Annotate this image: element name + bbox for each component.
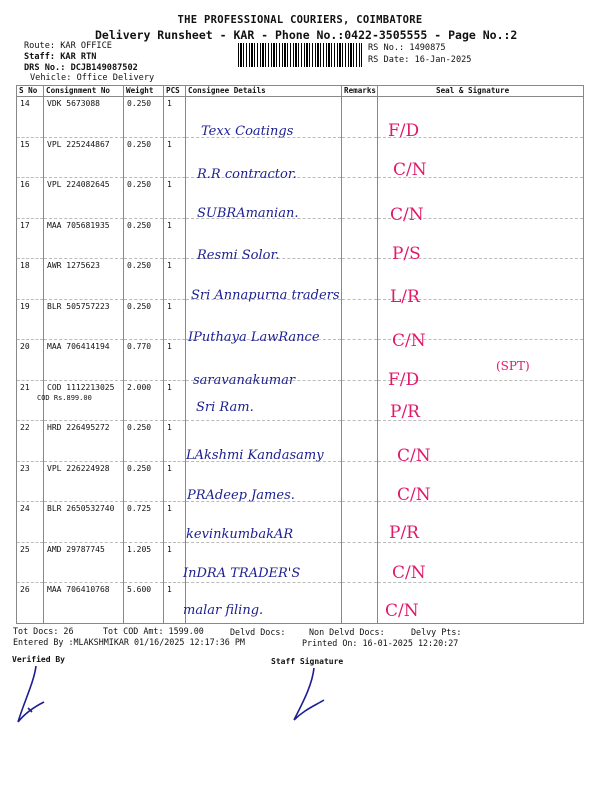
staff: Staff: KAR RTN — [24, 52, 97, 62]
handwritten-consignee: malar filing. — [183, 603, 264, 618]
delivery-status: C/N — [397, 446, 431, 466]
row-sno: 20 — [17, 340, 44, 381]
row-weight: 0.250 — [124, 421, 164, 462]
row-weight: 0.250 — [124, 218, 164, 259]
table-row — [17, 97, 584, 138]
handwritten-consignee: saravanakumar — [193, 373, 296, 388]
delivery-status: C/N — [392, 563, 426, 583]
row-consignment-no: BLR 2650532740 — [44, 502, 124, 543]
delivery-status: C/N — [385, 601, 419, 621]
row-pcs: 1 — [164, 421, 186, 462]
row-weight: 2.000 — [124, 380, 164, 421]
row-consignment-no: AWR 1275623 — [44, 259, 124, 300]
row-pcs: 1 — [164, 299, 186, 340]
row-consignment-no: MAA 706414194 — [44, 340, 124, 381]
col-pcs: PCS — [164, 86, 186, 97]
total-cod: Tot COD Amt: 1599.00 — [103, 626, 204, 636]
row-pcs: 1 — [164, 461, 186, 502]
row-pcs: 1 — [164, 97, 186, 138]
handwritten-consignee: InDRA TRADER'S — [183, 566, 301, 581]
row-consignment-no: VPL 224082645 — [44, 178, 124, 219]
col-consignment: Consignment No — [44, 86, 124, 97]
row-sno: 21 — [17, 380, 44, 421]
row-sno: 16 — [17, 178, 44, 219]
delivery-status: P/R — [389, 523, 419, 543]
barcode — [238, 43, 362, 67]
delivery-status: C/N — [393, 160, 427, 180]
row-remarks — [342, 502, 378, 543]
row-consignment-no: HRD 226495272 — [44, 421, 124, 462]
row-sno: 22 — [17, 421, 44, 462]
delivery-status: C/N — [390, 205, 424, 225]
drs-number: DRS No.: DCJB149087502 — [24, 63, 138, 73]
delivery-status: P/R — [390, 402, 420, 422]
row-sno: 25 — [17, 542, 44, 583]
handwritten-consignee: kevinkumbakAR — [186, 527, 294, 542]
row-pcs: 1 — [164, 137, 186, 178]
rs-number: RS No.: 1490875 — [368, 43, 446, 53]
spt-note: (SPT) — [496, 359, 530, 373]
row-consignment-no: MAA 706410768 — [44, 583, 124, 624]
route: Route: KAR OFFICE — [24, 41, 112, 51]
row-remarks — [342, 380, 378, 421]
staff-signature-label: Staff Signature — [271, 657, 344, 666]
printed-on: Printed On: 16-01-2025 12:20:27 — [302, 638, 459, 648]
row-consignment-no: VDK 5673088 — [44, 97, 124, 138]
row-pcs: 1 — [164, 542, 186, 583]
col-weight: Weight — [124, 86, 164, 97]
row-sno: 24 — [17, 502, 44, 543]
entered-by: Entered By :MLAKSHMIKAR 01/16/2025 12:17:36 PM — [13, 637, 245, 647]
row-remarks — [342, 421, 378, 462]
row-weight: 0.250 — [124, 97, 164, 138]
delivery-status: L/R — [390, 287, 420, 307]
row-remarks — [342, 299, 378, 340]
col-sno: S No — [17, 86, 44, 97]
handwritten-consignee: Sri Annapurna traders — [191, 288, 340, 303]
row-pcs: 1 — [164, 502, 186, 543]
row-weight: 5.600 — [124, 583, 164, 624]
delivery-status: F/D — [388, 121, 420, 141]
row-sno: 26 — [17, 583, 44, 624]
row-pcs: 1 — [164, 583, 186, 624]
delivery-status: C/N — [397, 485, 431, 505]
row-remarks — [342, 461, 378, 502]
row-weight: 0.770 — [124, 340, 164, 381]
delivery-status: F/D — [388, 370, 420, 390]
table-row — [17, 461, 584, 502]
row-remarks — [342, 259, 378, 300]
row-sno: 15 — [17, 137, 44, 178]
cod-amount: COD Rs.899.00 — [37, 393, 92, 402]
runsheet-table — [16, 85, 584, 624]
handwritten-consignee: PRAdeep James. — [187, 488, 295, 503]
row-remarks — [342, 340, 378, 381]
col-consignee: Consignee Details — [186, 86, 342, 97]
table-header — [17, 86, 584, 97]
table-row — [17, 380, 584, 421]
staff-signature — [290, 664, 330, 724]
delivered-docs: Delvd Docs: — [230, 627, 286, 637]
handwritten-consignee: R.R contractor. — [197, 167, 297, 182]
vehicle: Vehicle: Office Delivery — [30, 73, 155, 83]
verified-by-label: Verified By — [12, 655, 65, 664]
row-weight: 0.725 — [124, 502, 164, 543]
row-remarks — [342, 218, 378, 259]
row-remarks — [342, 137, 378, 178]
row-consignment-no: AMD 29787745 — [44, 542, 124, 583]
table-row — [17, 583, 584, 624]
row-pcs: 1 — [164, 340, 186, 381]
row-weight: 0.250 — [124, 461, 164, 502]
col-seal: Seal & Signature — [378, 86, 584, 97]
row-pcs: 1 — [164, 218, 186, 259]
rs-date: RS Date: 16-Jan-2025 — [368, 55, 472, 65]
row-consignment-no: VPL 226224928 — [44, 461, 124, 502]
row-sno: 19 — [17, 299, 44, 340]
delivery-status: P/S — [392, 244, 421, 264]
handwritten-consignee: SUBRAmanian. — [197, 206, 299, 221]
row-weight: 0.250 — [124, 178, 164, 219]
row-sno: 14 — [17, 97, 44, 138]
handwritten-consignee: Texx Coatings — [201, 124, 294, 139]
row-pcs: 1 — [164, 259, 186, 300]
row-weight: 0.250 — [124, 259, 164, 300]
row-weight: 0.250 — [124, 137, 164, 178]
row-pcs: 1 — [164, 380, 186, 421]
row-consignment-no: COD 1112213025 COD Rs.899.00 — [44, 380, 124, 421]
row-weight: 1.205 — [124, 542, 164, 583]
table-row — [17, 137, 584, 178]
row-remarks — [342, 178, 378, 219]
row-pcs: 1 — [164, 178, 186, 219]
row-consignment-no: MAA 705681935 — [44, 218, 124, 259]
table-row — [17, 218, 584, 259]
handwritten-consignee: Sri Ram. — [196, 400, 254, 415]
row-sno: 18 — [17, 259, 44, 300]
total-docs: Tot Docs: 26 — [13, 626, 74, 636]
delivery-status: C/N — [392, 331, 426, 351]
verifier-signature — [14, 662, 54, 726]
delivery-points: Delvy Pts: — [411, 627, 462, 637]
runsheet-title: Delivery Runsheet - KAR - Phone No.:0422-3505555 - Page No.:2 — [95, 28, 518, 42]
row-consignment-no: VPL 225244867 — [44, 137, 124, 178]
col-remarks: Remarks — [342, 86, 378, 97]
handwritten-consignee: IPuthaya LawRance — [188, 330, 320, 345]
row-consignment-no: BLR 505757223 — [44, 299, 124, 340]
row-sno: 23 — [17, 461, 44, 502]
non-delivered-docs: Non Delvd Docs: — [309, 627, 385, 637]
handwritten-consignee: LAkshmi Kandasamy — [186, 448, 324, 463]
row-remarks — [342, 583, 378, 624]
row-remarks — [342, 97, 378, 138]
row-sno: 17 — [17, 218, 44, 259]
table-row — [17, 502, 584, 543]
row-weight: 0.250 — [124, 299, 164, 340]
table-row — [17, 178, 584, 219]
company-name: THE PROFESSIONAL COURIERS, COIMBATORE — [177, 14, 423, 26]
handwritten-consignee: Resmi Solor. — [197, 248, 280, 263]
row-remarks — [342, 542, 378, 583]
